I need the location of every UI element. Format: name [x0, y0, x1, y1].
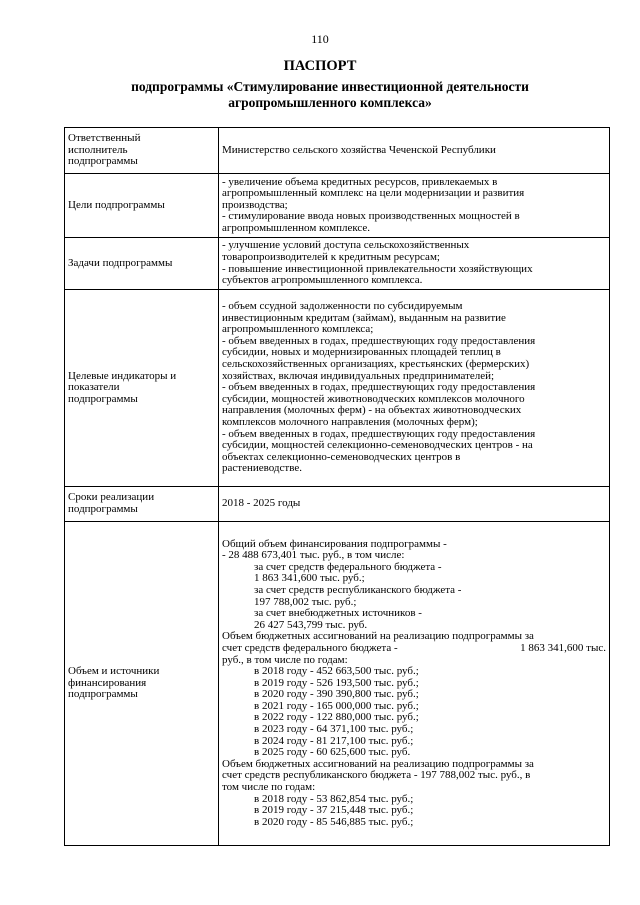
text-line: - 28 488 673,401 тыс. руб., в том числе: [222, 549, 405, 562]
text-line: 1 863 341,600 тыс. руб.; [254, 572, 365, 585]
text-line: субсидии, мощностей селекционно-семеноводческих центров - на [222, 439, 533, 452]
text-line: руб., в том числе по годам: [222, 653, 348, 666]
text-line: - улучшение условий доступа сельскохозяйственных [222, 239, 470, 252]
label-line: исполнитель [68, 143, 128, 156]
text-line [222, 643, 606, 655]
row-responsible [65, 128, 610, 174]
text-line: Объем бюджетных ассигнований на реализацию подпрограммы за [222, 757, 534, 770]
label-line: показатели [68, 381, 120, 394]
subtitle-line: подпрограммы «Стимулирование инвестиционной деятельности [131, 79, 529, 94]
label-line: подпрограммы [68, 688, 138, 701]
year-line: в 2023 году - 64 371,100 тыс. руб.; [254, 723, 414, 736]
year-line: в 2020 году - 390 390,800 тыс. руб.; [254, 688, 419, 701]
year-line: в 2018 году - 53 862,854 тыс. руб.; [254, 792, 414, 805]
subtitle-line: агропромышленного комплекса» [228, 95, 432, 110]
financing-label [65, 522, 219, 846]
text-fragment: 1 863 341,600 тыс. [520, 641, 606, 654]
label-line: подпрограммы [68, 503, 138, 515]
goals-value [219, 174, 610, 238]
text-line: счет средств республиканского бюджета - 197 788,002 тыс. руб., в [222, 769, 531, 782]
row-financing [65, 522, 610, 846]
label-line: Объем и источники [68, 665, 160, 678]
text-line: агропромышленный комплекс на цели модернизации и развития [222, 187, 525, 200]
label-line: Ответственный [68, 132, 141, 145]
year-line: в 2019 году - 37 215,448 тыс. руб.; [254, 804, 414, 817]
text-line: комплексов молочного направления (молочных ферм); [222, 415, 478, 428]
indicators-value [219, 290, 610, 487]
year-line: в 2025 году - 60 625,600 тыс. руб. [254, 746, 411, 759]
text-line: Общий объем финансирования подпрограммы - [222, 537, 447, 550]
text-line: - объем введенных в годах, предшествующих году предоставления [222, 427, 536, 440]
row-goals [65, 174, 610, 238]
text-line: за счет средств республиканского бюджета - [254, 583, 462, 596]
responsible-label [65, 128, 219, 174]
row-tasks [65, 238, 610, 290]
passport-table [64, 127, 610, 846]
label-line: Сроки реализации [68, 491, 155, 504]
year-line: в 2024 году - 81 217,100 тыс. руб.; [254, 734, 414, 747]
label-line: подпрограммы [68, 155, 138, 168]
text-line: инвестиционным кредитам (займам), выданным на развитие [222, 311, 506, 324]
text-line: - объем введенных в годах, предшествующих году предоставления [222, 381, 536, 394]
year-line: в 2018 году - 452 663,500 тыс. руб.; [254, 665, 419, 678]
text-line: Объем бюджетных ассигнований на реализацию подпрограммы за [222, 630, 534, 643]
year-line: в 2019 году - 526 193,500 тыс. руб.; [254, 676, 419, 689]
text-line: - увеличение объема кредитных ресурсов, привлекаемых в [222, 175, 498, 188]
row-terms [65, 487, 610, 522]
text-line: - стимулирование ввода новых производственных мощностей в [222, 210, 520, 223]
text-line: субъектов агропромышленного комплекса. [222, 274, 423, 287]
tasks-value [219, 238, 610, 290]
text-line: сельскохозяйственных организациях, крестьянских (фермерских) [222, 358, 530, 371]
text-line: агропромышленного комплекса; [222, 323, 374, 336]
text-line: за счет внебюджетных источников - [254, 607, 422, 620]
text-line: - повышение инвестиционной привлекательности хозяйствующих [222, 262, 533, 275]
tasks-label: Задачи подпрограммы [65, 238, 219, 290]
page-number: 110 [311, 32, 329, 46]
year-line: в 2022 году - 122 880,000 тыс. руб.; [254, 711, 419, 724]
document-subtitle [60, 79, 600, 111]
responsible-value: Министерство сельского хозяйства Чеченской Республики [219, 128, 610, 174]
text-line: 26 427 543,799 тыс. руб. [254, 618, 368, 631]
text-line: агропромышленном комплексе. [222, 221, 371, 234]
goals-label: Цели подпрограммы [65, 174, 219, 238]
text-line: производства; [222, 198, 288, 211]
text-line: том числе по годам: [222, 781, 316, 794]
text-fragment: счет средств федерального бюджета - [222, 641, 398, 654]
text-line: направления (молочных ферм) - на объектах животноводческих [222, 404, 522, 417]
row-indicators [65, 290, 610, 487]
label-line: Целевые индикаторы и [68, 369, 177, 382]
text-line: объектах селекционно-семеноводческих центров в [222, 450, 461, 463]
text-line: за счет средств федерального бюджета - [254, 560, 442, 573]
terms-label [65, 487, 219, 522]
financing-value [219, 522, 610, 846]
indicators-label [65, 290, 219, 487]
year-line: в 2020 году - 85 546,885 тыс. руб.; [254, 815, 414, 828]
document-title: ПАСПОРТ [283, 58, 357, 74]
text-line: 197 788,002 тыс. руб.; [254, 595, 357, 608]
text-line: хозяйствах, включая индивидуальных предпринимателей; [222, 369, 495, 382]
text-line: субсидии, новых и модернизированных площадей теплиц в [222, 346, 501, 359]
label-line: подпрограммы [68, 392, 138, 405]
terms-value: 2018 - 2025 годы [219, 487, 610, 522]
text-line: растениеводстве. [222, 462, 302, 475]
text-line: товаропроизводителей к кредитным ресурсам; [222, 250, 440, 263]
label-line: финансирования [68, 676, 147, 689]
text-line: - объем ссудной задолженности по субсидируемым [222, 300, 463, 313]
text-line: субсидии, мощностей животноводческих комплексов молочного [222, 392, 525, 405]
text-line: - объем введенных в годах, предшествующих году предоставления [222, 334, 536, 347]
year-line: в 2021 году - 165 000,000 тыс. руб.; [254, 699, 419, 712]
